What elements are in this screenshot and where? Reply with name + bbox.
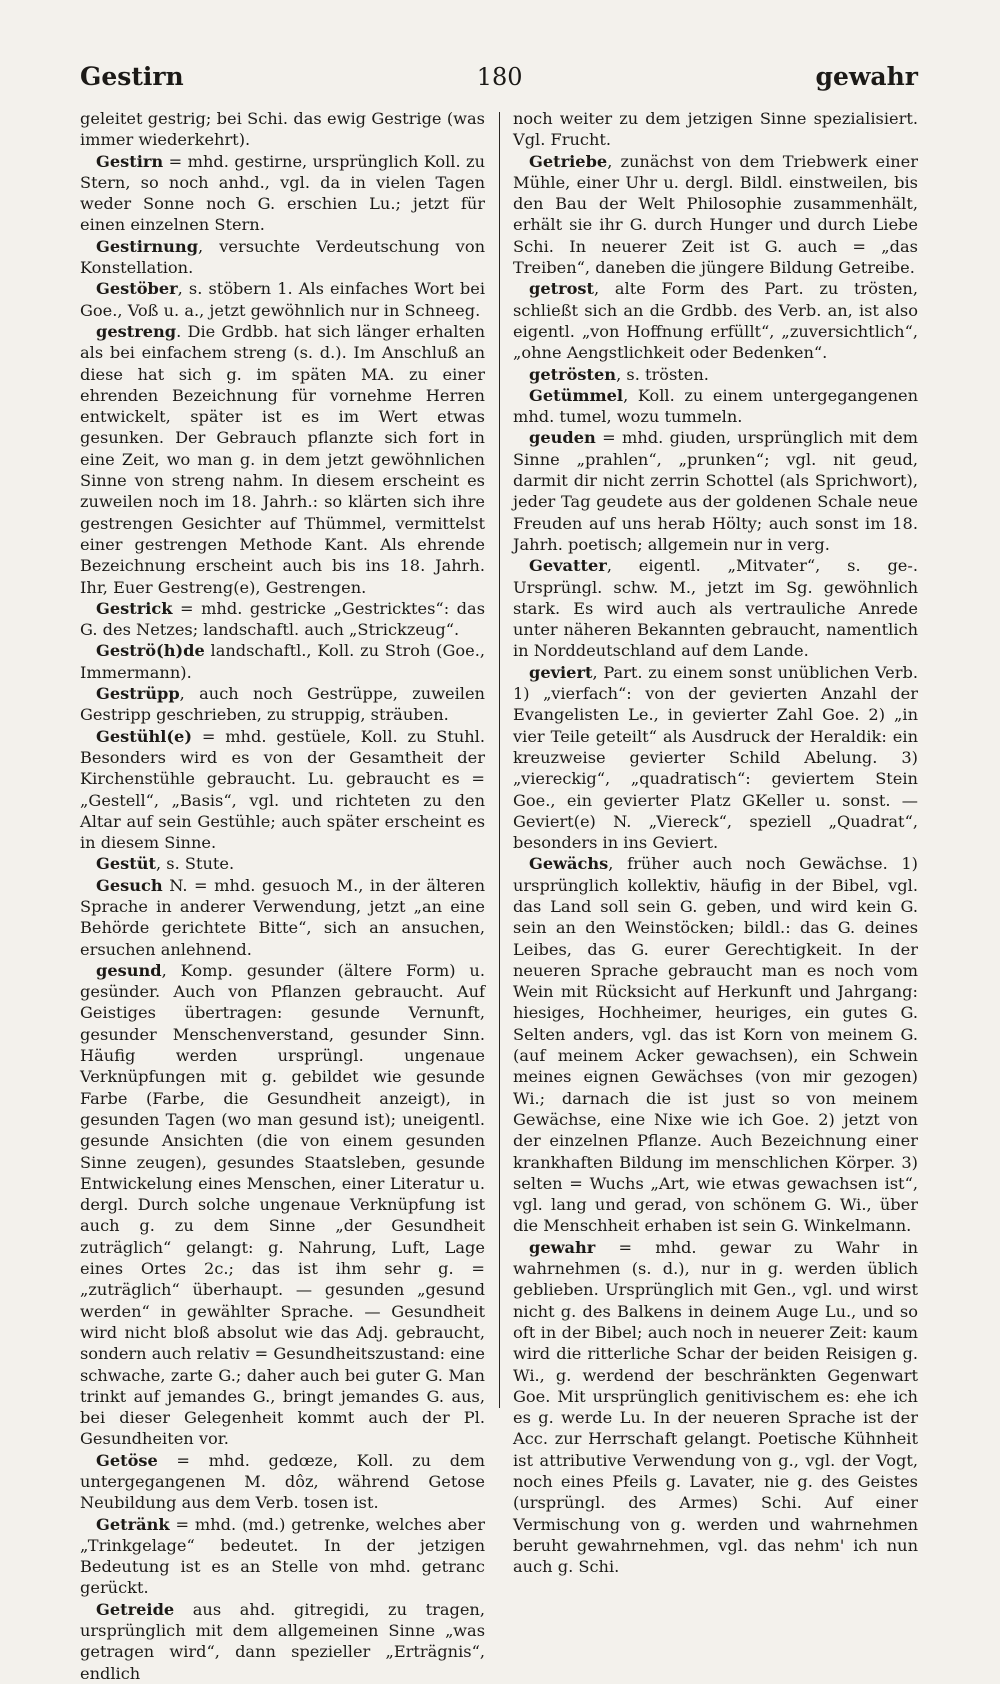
- entry-text: = mhd. gestirne, ursprünglich Koll. zu Stern, so noch anhd., vgl. da in vielen Tagen weder Sonne noch G. erschien Lu.; jetzt für einen einzelnen Stern.: [80, 151, 485, 235]
- entry-headword: Getreide: [96, 1599, 175, 1619]
- entry-headword: Gestühl(e): [96, 726, 193, 746]
- entry-headword: Gevatter: [529, 556, 607, 576]
- entry-text: landschaftl., Koll. zu Stroh (Goe., Immermann).: [80, 641, 485, 682]
- dictionary-entry: [80, 108, 485, 151]
- dictionary-entry: [513, 278, 918, 363]
- dictionary-entry: [80, 640, 485, 683]
- dictionary-entry: [80, 726, 485, 854]
- dictionary-entry: [513, 108, 918, 151]
- entry-text: = mhd. giuden, ursprünglich mit dem Sinne „prahlen“, „prunken“; vgl. nit geud, darmit dir nicht zerrin Schottel (als Sprichwort), jeder Tag geudete aus der goldenen Schale neue Freuden auf uns herab Hölty; auch sonst im 18. Jahrh. poetisch; allgemein nur in verg.: [513, 428, 918, 554]
- dictionary-entry: [80, 1514, 485, 1599]
- entry-text: , s. trösten.: [616, 364, 709, 384]
- dictionary-entry: [80, 683, 485, 726]
- entry-text: , Part. zu einem sonst unüblichen Verb. 1) „vierfach“: von der gevierten Anzahl der Evangelisten Le., in gevierter Zahl Goe. 2) „in vier Teile geteilt“ als Ausdruck der Heraldik: ein kreuzweise gevierter Schild Abelung. 3) „viereckig“, „quadratisch“: geviertem Stein Goe., ein gevierter Platz GKeller u. sonst. — Geviert(e) N. „Viereck“, speziell „Quadrat“, besonders in ins Geviert.: [513, 662, 918, 853]
- entry-headword: geviert: [529, 662, 593, 682]
- entry-headword: Gesuch: [96, 875, 163, 895]
- header-left-word: Gestirn: [80, 62, 184, 91]
- entry-headword: Getriebe: [529, 151, 608, 171]
- dictionary-entry: [513, 662, 918, 854]
- page-number: 180: [476, 63, 523, 91]
- entry-text: , früher auch noch Gewächse. 1) ursprünglich kollektiv, häufig in der Bibel, vgl. das Land soll sein G. geben, und wird kein G. sein an den Weinstöcken; bildl.: das G. deines Leibes, das G. eurer Gerechtigkeit. In der neueren Sprache gebraucht man es noch vom Wein mit Rücksicht auf Herkunft und Jahrgang: hiesiges, Hochheimer, heuriges, ein gutes G. Selten anders, vgl. das ist Korn von meinem G. (auf meinem Acker gewachsen), ein Schwein meines eignen Gewächses (von mir gezogen) Wi.; darnach die ist just so von meinem Gewächse, eine Nixe wie ich Goe. 2) jetzt von der einzelnen Pflanze. Auch Bezeichnung einer krankhaften Bildung im menschlichen Körper. 3) selten = Wuchs „Art, wie etwas gewachsen ist“, vgl. lang und gerad, von schönem G. Wi., über die Menschheit erhaben ist sein G. Winkelmann.: [513, 854, 918, 1236]
- entry-headword: Getränk: [96, 1514, 170, 1534]
- right-column: [513, 108, 918, 1577]
- entry-text: geleitet gestrig; bei Schi. das ewig Gestrige (was immer wiederkehrt).: [80, 109, 485, 150]
- entry-headword: getrost: [529, 279, 595, 299]
- entry-text: aus ahd. gitregidi, zu tragen, ursprünglich mit dem allgemeinen Sinne „was getragen wird“, dann spezieller „Erträgnis“, endlich: [80, 1599, 485, 1683]
- dictionary-entry: [513, 151, 918, 279]
- dictionary-entry: [80, 1450, 485, 1514]
- dictionary-entry: [80, 236, 485, 279]
- dictionary-entry: [513, 853, 918, 1236]
- entry-text: , auch noch Gestrüppe, zuweilen Gestripp geschrieben, zu struppig, sträuben.: [80, 684, 485, 725]
- entry-text: , s. stöbern 1. Als einfaches Wort bei Goe., Voß u. a., jetzt gewöhnlich nur in Schneeg.: [80, 279, 485, 320]
- entry-text: , Komp. gesunder (ältere Form) u. gesünder. Auch von Pflanzen gebraucht. Auf Geistiges übertragen: gesunde Vernunft, gesunder Menschenverstand, gesunder Sinn. Häufig werden ursprüngl. ungenaue Verknüpfungen mit g. gebildet wie gesunde Farbe (Farbe, die Gesundheit anzeigt), in gesunden Tagen (wo man gesund ist); uneigentl. gesunde Ansichten (die von einem gesunden Sinne zeugen), gesundes Staatsleben, gesunde Entwickelung eines Menschen, einer Literatur u. dergl. Durch solche ungenaue Verknüpfung ist auch g. zu dem Sinne „der Gesundheit zuträglich“ gelangt: g. Nahrung, Luft, Lage eines Ortes 2c.; das ist ihm sehr g. = „zuträglich“ überhaupt. — gesunden „gesund werden“ in gewählter Sprache. — Gesundheit wird nicht bloß absolut wie das Adj. gebraucht, sondern auch relativ = Gesundheitszustand: eine schwache, zarte G.; daher auch bei guter G. Man trinkt auf jemandes G., bringt jemandes G. aus, bei dieser Gelegenheit kommt auch der Pl. Gesundheiten vor.: [80, 960, 485, 1449]
- entry-headword: gesund: [96, 960, 162, 980]
- dictionary-entry: [80, 598, 485, 641]
- entry-headword: Gestirn: [96, 151, 164, 171]
- entry-headword: Geströ(h)de: [96, 641, 205, 661]
- dictionary-entry: [513, 385, 918, 428]
- entry-text: = mhd. gestüele, Koll. zu Stuhl. Besonders wird es von der Gesamtheit der Kirchenstühle gebraucht. Lu. gebraucht es = „Gestell“, „Basis“, vgl. und richteten zu den Altar auf sein Gestühle; auch später erscheint es in diesem Sinne.: [80, 726, 485, 853]
- left-column: [80, 108, 485, 1683]
- text-columns: [80, 108, 918, 1683]
- dictionary-entry: [80, 321, 485, 598]
- running-head: [80, 62, 918, 98]
- entry-headword: geuden: [529, 428, 596, 448]
- entry-text: = mhd. gedœze, Koll. zu dem untergegangenen M. dôz, während Getose Neubildung aus dem Verb. tosen ist.: [80, 1450, 485, 1513]
- entry-headword: Getümmel: [529, 385, 624, 405]
- dictionary-entry: [513, 555, 918, 661]
- column-divider: [499, 112, 500, 1408]
- dictionary-entry: [513, 364, 918, 385]
- entry-headword: Gewächs: [529, 854, 609, 874]
- entry-text: , zunächst von dem Triebwerk einer Mühle, einer Uhr u. dergl. Bildl. einstweilen, bis den Bau der Welt Philosophie zusammenhält, erhält sie ihr G. durch Hunger und durch Liebe Schi. In neuerer Zeit ist G. auch = „das Treiben“, daneben die jüngere Bildung Getreibe.: [513, 151, 918, 278]
- entry-text: = mhd. gewar zu Wahr in wahrnehmen (s. d.), nur in g. werden üblich geblieben. Ursprünglich mit Gen., vgl. und wirst nicht g. des Balkens in deinem Auge Lu., und so oft in der Bibel; auch noch in neuerer Zeit: kaum wird die ritterliche Schar der beiden Reisigen g. Wi., g. werdend der beschränkten Gegenwart Goe. Mit ursprünglich genitivischem es: ehe ich es g. werde Lu. In der neueren Sprache ist der Acc. zur Herrschaft gelangt. Poetische Kühnheit ist attributive Verwendung von g., vgl. der Vogt, noch eines Pfeils g. Lavater, nie g. des Geistes (ursprüngl. des Armes) Schi. Auf einer Vermischung von g. werden und wahrnehmen beruht gewahrnehmen, vgl. das nehm' ich nun auch g. Schi.: [513, 1237, 918, 1577]
- entry-headword: getrösten: [529, 364, 617, 384]
- entry-text: = mhd. (md.) getrenke, welches aber „Trinkgelage“ bedeutet. In der jetzigen Bedeutung ist es an Stelle von mhd. getranc gerückt.: [80, 1514, 485, 1598]
- entry-headword: Gestrüpp: [96, 684, 180, 704]
- header-right-word: gewahr: [815, 62, 918, 91]
- entry-text: = mhd. gestricke „Gestricktes“: das G. des Netzes; landschaftl. auch „Strickzeug“.: [80, 598, 485, 640]
- entry-text: , Koll. zu einem untergegangenen mhd. tumel, wozu tummeln.: [513, 385, 918, 427]
- entry-text: , eigentl. „Mitvater“, s. ge-. Ursprüngl. schw. M., jetzt im Sg. gewöhnlich stark. Es wird auch als vertrauliche Anrede unter näheren Bekannten gebraucht, namentlich in Norddeutschland auf dem Lande.: [513, 556, 918, 661]
- entry-text: , alte Form des Part. zu trösten, schließt sich an die Grdbb. des Verb. an, ist also eigentl. „von Hoffnung erfüllt“, „zuversichtlich“, „ohne Aengstlichkeit oder Bedenken“.: [513, 279, 918, 363]
- dictionary-entry: [80, 960, 485, 1450]
- dictionary-entry: [513, 427, 918, 555]
- entry-headword: Gestrick: [96, 598, 173, 618]
- entry-headword: gestreng: [96, 321, 177, 341]
- entry-headword: Getöse: [96, 1450, 158, 1470]
- entry-text: N. = mhd. gesuoch M., in der älteren Sprache in anderer Verwendung, jetzt „an eine Behörde gerichtete Bitte“, sich an ansuchen, ersuchen anlehnend.: [80, 875, 485, 959]
- dictionary-entry: [80, 151, 485, 236]
- dictionary-entry: [80, 278, 485, 321]
- entry-text: , versuchte Verdeutschung von Konstellation.: [80, 236, 485, 278]
- entry-text: . Die Grdbb. hat sich länger erhalten als bei einfachem streng (s. d.). Im Anschluß an diese hat sich g. im späten MA. zu einer ehrenden Bezeichnung für vornehme Herren entwickelt, später ist es im Wert etwas gesunken. Der Gebrauch pflanzte sich fort in eine Zeit, wo man g. in dem jetzt gewöhnlichen Sinne von streng nahm. In diesem erscheint es zuweilen noch im 18. Jahrh.: so klärten sich ihre gestrengen Gesichter auf Thümmel, vermittelst einer gestrengen Methode Kant. Als ehrende Bezeichnung erscheint auch bis ins 18. Jahrh. Ihr, Euer Gestreng(e), Gestrengen.: [80, 321, 485, 597]
- entry-text: noch weiter zu dem jetzigen Sinne spezialisiert. Vgl. Frucht.: [513, 109, 918, 150]
- dictionary-entry: [80, 853, 485, 874]
- entry-headword: Gestirnung: [96, 236, 199, 256]
- entry-text: , s. Stute.: [155, 854, 235, 874]
- dictionary-entry: [80, 875, 485, 960]
- dictionary-entry: [513, 1237, 918, 1578]
- entry-headword: Gestüt: [96, 854, 156, 874]
- dictionary-entry: [80, 1599, 485, 1684]
- entry-headword: Gestöber: [96, 279, 178, 299]
- entry-headword: gewahr: [529, 1237, 596, 1257]
